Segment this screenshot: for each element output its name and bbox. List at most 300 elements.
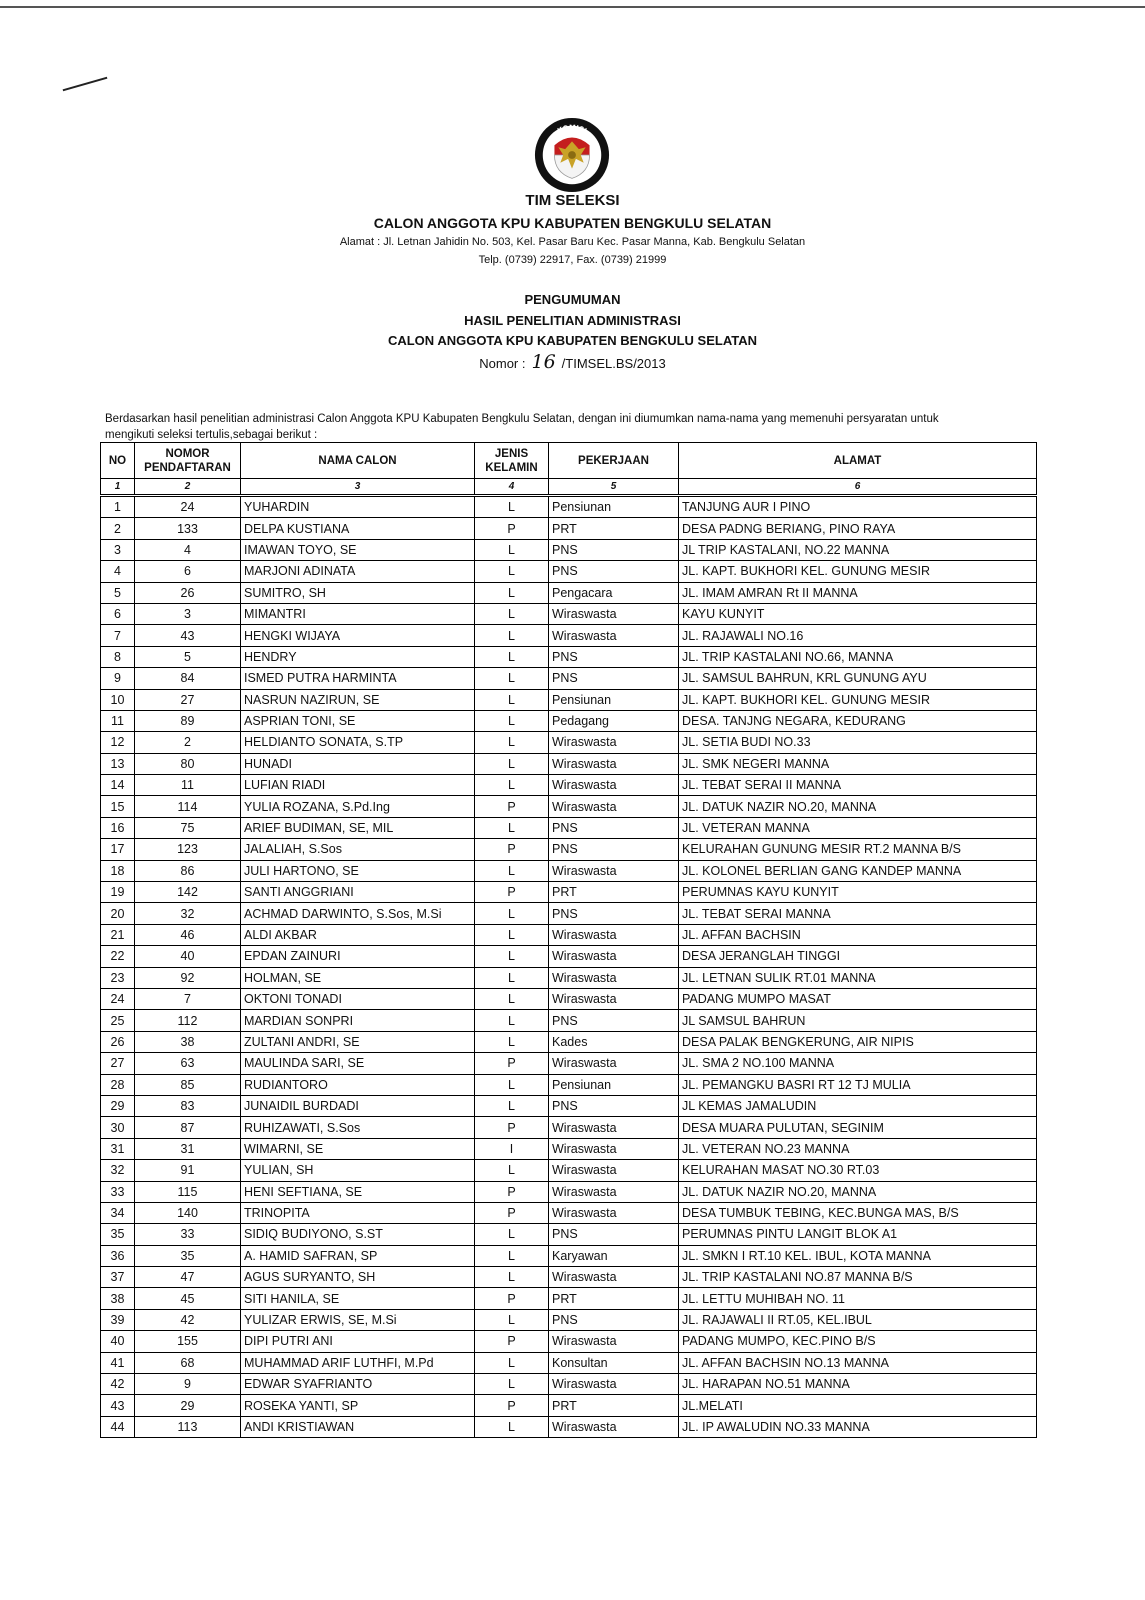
cell-no: 6 — [101, 603, 135, 624]
cell-address: JL. HARAPAN NO.51 MANNA — [679, 1374, 1037, 1395]
cell-address: JL. AFFAN BACHSIN — [679, 924, 1037, 945]
cell-no: 27 — [101, 1053, 135, 1074]
svg-text:PEMILIHAN UMUM: PEMILIHAN UMUM — [545, 165, 599, 185]
cell-name: ASPRIAN TONI, SE — [241, 710, 475, 731]
cell-occupation: Wiraswasta — [549, 946, 679, 967]
table-row — [101, 817, 1037, 838]
cell-occupation: Wiraswasta — [549, 1053, 679, 1074]
cell-no: 39 — [101, 1309, 135, 1330]
number-handwritten: 16 — [531, 351, 556, 373]
table-row — [101, 1352, 1037, 1373]
cell-occupation: PNS — [549, 561, 679, 582]
cell-registration-number: 43 — [135, 625, 241, 646]
cell-occupation: Wiraswasta — [549, 967, 679, 988]
cell-registration-number: 46 — [135, 924, 241, 945]
table-row — [101, 732, 1037, 753]
cell-registration-number: 29 — [135, 1395, 241, 1416]
table-row — [101, 1010, 1037, 1031]
cell-occupation: Karyawan — [549, 1245, 679, 1266]
cell-no: 16 — [101, 817, 135, 838]
cell-registration-number: 6 — [135, 561, 241, 582]
cell-name: OKTONI TONADI — [241, 988, 475, 1009]
cell-occupation: PNS — [549, 668, 679, 689]
cell-registration-number: 45 — [135, 1288, 241, 1309]
cell-registration-number: 83 — [135, 1095, 241, 1116]
scan-top-edge — [0, 6, 1145, 8]
cell-address: JL. VETERAN NO.23 MANNA — [679, 1138, 1037, 1159]
cell-address: JL. LETTU MUHIBAH NO. 11 — [679, 1288, 1037, 1309]
cell-sex: P — [475, 1181, 549, 1202]
cell-name: SIDIQ BUDIYONO, S.ST — [241, 1224, 475, 1245]
cell-name: MUHAMMAD ARIF LUTHFI, M.Pd — [241, 1352, 475, 1373]
cell-occupation: PNS — [549, 1010, 679, 1031]
cell-occupation: Pedagang — [549, 710, 679, 731]
announcement-subtitle-1: HASIL PENELITIAN ADMINISTRASI — [464, 313, 681, 328]
cell-address: KELURAHAN MASAT NO.30 RT.03 — [679, 1160, 1037, 1181]
cell-sex: P — [475, 839, 549, 860]
header-name: NAMA CALON — [241, 443, 475, 479]
cell-sex: L — [475, 817, 549, 838]
cell-registration-number: 115 — [135, 1181, 241, 1202]
cell-no: 43 — [101, 1395, 135, 1416]
cell-address: DESA TUMBUK TEBING, KEC.BUNGA MAS, B/S — [679, 1202, 1037, 1223]
header-sex: JENIS KELAMIN — [475, 443, 549, 479]
cell-no: 9 — [101, 668, 135, 689]
cell-no: 2 — [101, 518, 135, 539]
cell-no: 24 — [101, 988, 135, 1009]
cell-sex: L — [475, 668, 549, 689]
cell-sex: L — [475, 753, 549, 774]
cell-registration-number: 40 — [135, 946, 241, 967]
cell-no: 21 — [101, 924, 135, 945]
cell-no: 42 — [101, 1374, 135, 1395]
cell-name: LUFIAN RIADI — [241, 775, 475, 796]
cell-sex: P — [475, 1202, 549, 1223]
cell-name: SUMITRO, SH — [241, 582, 475, 603]
cell-registration-number: 112 — [135, 1010, 241, 1031]
cell-occupation: PNS — [549, 646, 679, 667]
cell-name: AGUS SURYANTO, SH — [241, 1267, 475, 1288]
cell-registration-number: 38 — [135, 1031, 241, 1052]
cell-registration-number: 113 — [135, 1416, 241, 1437]
cell-no: 3 — [101, 539, 135, 560]
table-row — [101, 967, 1037, 988]
pen-mark — [63, 77, 108, 92]
cell-occupation: Wiraswasta — [549, 603, 679, 624]
cell-name: JUNAIDIL BURDADI — [241, 1095, 475, 1116]
cell-no: 32 — [101, 1160, 135, 1181]
cell-name: IMAWAN TOYO, SE — [241, 539, 475, 560]
cell-registration-number: 3 — [135, 603, 241, 624]
cell-occupation: Wiraswasta — [549, 1374, 679, 1395]
cell-sex: L — [475, 732, 549, 753]
table-row — [101, 1224, 1037, 1245]
cell-no: 30 — [101, 1117, 135, 1138]
cell-registration-number: 31 — [135, 1138, 241, 1159]
cell-occupation: Wiraswasta — [549, 1138, 679, 1159]
cell-address: JL. PEMANGKU BASRI RT 12 TJ MULIA — [679, 1074, 1037, 1095]
kpu-logo-icon — [533, 116, 611, 194]
cell-no: 18 — [101, 860, 135, 881]
cell-occupation: PNS — [549, 1095, 679, 1116]
table-row — [101, 1181, 1037, 1202]
table-row — [101, 1245, 1037, 1266]
cell-address: PERUMNAS KAYU KUNYIT — [679, 882, 1037, 903]
cell-no: 23 — [101, 967, 135, 988]
cell-occupation: PNS — [549, 539, 679, 560]
cell-address: KAYU KUNYIT — [679, 603, 1037, 624]
cell-address: KELURAHAN GUNUNG MESIR RT.2 MANNA B/S — [679, 839, 1037, 860]
cell-address: JL. KAPT. BUKHORI KEL. GUNUNG MESIR — [679, 561, 1037, 582]
cell-address: JL. TEBAT SERAI II MANNA — [679, 775, 1037, 796]
header-address: Alamat : Jl. Letnan Jahidin No. 503, Kel. Pasar Baru Kec. Pasar Manna, Kab. Bengkulu Selatan — [339, 236, 806, 248]
table-index-row — [101, 479, 1037, 496]
cell-name: HENGKI WIJAYA — [241, 625, 475, 646]
cell-address: PADANG MUMPO, KEC.PINO B/S — [679, 1331, 1037, 1352]
cell-address: JL. KAPT. BUKHORI KEL. GUNUNG MESIR — [679, 689, 1037, 710]
cell-occupation: Wiraswasta — [549, 1267, 679, 1288]
cell-registration-number: 47 — [135, 1267, 241, 1288]
table-row — [101, 518, 1037, 539]
cell-occupation: Wiraswasta — [549, 1202, 679, 1223]
cell-sex: P — [475, 1053, 549, 1074]
cell-no: 8 — [101, 646, 135, 667]
cell-occupation: Wiraswasta — [549, 1117, 679, 1138]
cell-address: JL. SMA 2 NO.100 MANNA — [679, 1053, 1037, 1074]
cell-address: DESA JERANGLAH TINGGI — [679, 946, 1037, 967]
cell-no: 38 — [101, 1288, 135, 1309]
header-no: NO — [101, 443, 135, 479]
cell-address: JL. TRIP KASTALANI NO.87 MANNA B/S — [679, 1267, 1037, 1288]
cell-occupation: Wiraswasta — [549, 1181, 679, 1202]
cell-sex: L — [475, 646, 549, 667]
cell-sex: P — [475, 1288, 549, 1309]
cell-address: JL KEMAS JAMALUDIN — [679, 1095, 1037, 1116]
index-cell: 6 — [679, 479, 1037, 496]
cell-address: JL. VETERAN MANNA — [679, 817, 1037, 838]
cell-registration-number: 140 — [135, 1202, 241, 1223]
cell-occupation: Wiraswasta — [549, 1331, 679, 1352]
cell-no: 28 — [101, 1074, 135, 1095]
cell-sex: L — [475, 1267, 549, 1288]
candidate-table — [100, 442, 1037, 1438]
cell-occupation: Wiraswasta — [549, 796, 679, 817]
cell-occupation: Pensiunan — [549, 496, 679, 518]
cell-name: HELDIANTO SONATA, S.TP — [241, 732, 475, 753]
table-row — [101, 839, 1037, 860]
cell-no: 35 — [101, 1224, 135, 1245]
table-row — [101, 1309, 1037, 1330]
cell-sex: L — [475, 946, 549, 967]
cell-occupation: Wiraswasta — [549, 732, 679, 753]
cell-registration-number: 114 — [135, 796, 241, 817]
cell-occupation: Wiraswasta — [549, 753, 679, 774]
cell-address: JL. SAMSUL BAHRUN, KRL GUNUNG AYU — [679, 668, 1037, 689]
cell-registration-number: 35 — [135, 1245, 241, 1266]
cell-name: JULI HARTONO, SE — [241, 860, 475, 881]
cell-name: YULIZAR ERWIS, SE, M.Si — [241, 1309, 475, 1330]
header-title: TIM SELEKSI — [525, 192, 620, 209]
cell-sex: L — [475, 1374, 549, 1395]
cell-no: 13 — [101, 753, 135, 774]
cell-address: JL. DATUK NAZIR NO.20, MANNA — [679, 796, 1037, 817]
table-row — [101, 1138, 1037, 1159]
cell-registration-number: 85 — [135, 1074, 241, 1095]
cell-name: NASRUN NAZIRUN, SE — [241, 689, 475, 710]
table-row — [101, 582, 1037, 603]
cell-name: YUHARDIN — [241, 496, 475, 518]
cell-address: JL. TRIP KASTALANI NO.66, MANNA — [679, 646, 1037, 667]
table-row — [101, 603, 1037, 624]
cell-sex: L — [475, 903, 549, 924]
cell-registration-number: 32 — [135, 903, 241, 924]
cell-address: JL. RAJAWALI II RT.05, KEL.IBUL — [679, 1309, 1037, 1330]
cell-no: 34 — [101, 1202, 135, 1223]
cell-address: JL. DATUK NAZIR NO.20, MANNA — [679, 1181, 1037, 1202]
cell-address: JL. SETIA BUDI NO.33 — [679, 732, 1037, 753]
cell-sex: L — [475, 603, 549, 624]
cell-sex: L — [475, 561, 549, 582]
cell-registration-number: 75 — [135, 817, 241, 838]
index-cell: 1 — [101, 479, 135, 496]
header-address: ALAMAT — [679, 443, 1037, 479]
cell-sex: P — [475, 1117, 549, 1138]
index-cell: 3 — [241, 479, 475, 496]
table-row — [101, 946, 1037, 967]
cell-sex: L — [475, 1160, 549, 1181]
table-row — [101, 1117, 1037, 1138]
cell-address: JL.MELATI — [679, 1395, 1037, 1416]
cell-occupation: Wiraswasta — [549, 1160, 679, 1181]
table-row — [101, 1160, 1037, 1181]
cell-name: YULIAN, SH — [241, 1160, 475, 1181]
cell-registration-number: 84 — [135, 668, 241, 689]
cell-sex: L — [475, 1074, 549, 1095]
table-row — [101, 924, 1037, 945]
cell-address: DESA. TANJNG NEGARA, KEDURANG — [679, 710, 1037, 731]
cell-sex: L — [475, 582, 549, 603]
cell-registration-number: 155 — [135, 1331, 241, 1352]
cell-sex: L — [475, 539, 549, 560]
cell-no: 19 — [101, 882, 135, 903]
cell-no: 37 — [101, 1267, 135, 1288]
cell-no: 33 — [101, 1181, 135, 1202]
cell-occupation: Wiraswasta — [549, 860, 679, 881]
cell-no: 25 — [101, 1010, 135, 1031]
cell-occupation: Wiraswasta — [549, 775, 679, 796]
cell-no: 36 — [101, 1245, 135, 1266]
cell-address: JL. IMAM AMRAN Rt II MANNA — [679, 582, 1037, 603]
table-row — [101, 1053, 1037, 1074]
cell-registration-number: 27 — [135, 689, 241, 710]
cell-sex: L — [475, 1095, 549, 1116]
cell-name: SANTI ANGGRIANI — [241, 882, 475, 903]
cell-no: 11 — [101, 710, 135, 731]
cell-name: ROSEKA YANTI, SP — [241, 1395, 475, 1416]
cell-occupation: Wiraswasta — [549, 988, 679, 1009]
cell-registration-number: 92 — [135, 967, 241, 988]
table-row — [101, 988, 1037, 1009]
cell-no: 40 — [101, 1331, 135, 1352]
cell-name: WIMARNI, SE — [241, 1138, 475, 1159]
table-row — [101, 539, 1037, 560]
table-row — [101, 775, 1037, 796]
cell-registration-number: 24 — [135, 496, 241, 518]
cell-sex: L — [475, 1309, 549, 1330]
cell-sex: I — [475, 1138, 549, 1159]
cell-no: 29 — [101, 1095, 135, 1116]
cell-name: ACHMAD DARWINTO, S.Sos, M.Si — [241, 903, 475, 924]
cell-no: 12 — [101, 732, 135, 753]
cell-address: PERUMNAS PINTU LANGIT BLOK A1 — [679, 1224, 1037, 1245]
cell-sex: L — [475, 710, 549, 731]
table-row — [101, 625, 1037, 646]
cell-name: HENI SEFTIANA, SE — [241, 1181, 475, 1202]
cell-address: JL. LETNAN SULIK RT.01 MANNA — [679, 967, 1037, 988]
table-row — [101, 668, 1037, 689]
cell-occupation: PNS — [549, 839, 679, 860]
cell-sex: P — [475, 1331, 549, 1352]
cell-occupation: PRT — [549, 882, 679, 903]
cell-occupation: Konsultan — [549, 1352, 679, 1373]
table-row — [101, 710, 1037, 731]
cell-name: DIPI PUTRI ANI — [241, 1331, 475, 1352]
cell-sex: L — [475, 924, 549, 945]
cell-sex: P — [475, 882, 549, 903]
cell-occupation: Wiraswasta — [549, 924, 679, 945]
cell-name: JALALIAH, S.Sos — [241, 839, 475, 860]
cell-address: JL SAMSUL BAHRUN — [679, 1010, 1037, 1031]
cell-name: ALDI AKBAR — [241, 924, 475, 945]
cell-address: PADANG MUMPO MASAT — [679, 988, 1037, 1009]
cell-name: MAULINDA SARI, SE — [241, 1053, 475, 1074]
cell-no: 41 — [101, 1352, 135, 1373]
table-row — [101, 1374, 1037, 1395]
cell-no: 10 — [101, 689, 135, 710]
cell-address: TANJUNG AUR I PINO — [679, 496, 1037, 518]
cell-no: 17 — [101, 839, 135, 860]
cell-address: JL. RAJAWALI NO.16 — [679, 625, 1037, 646]
number-label: Nomor : — [479, 356, 526, 371]
header-registration-number: NOMOR PENDAFTARAN — [135, 443, 241, 479]
header-subtitle: CALON ANGGOTA KPU KABUPATEN BENGKULU SELATAN — [373, 215, 772, 231]
table-row — [101, 1395, 1037, 1416]
cell-sex: L — [475, 1224, 549, 1245]
cell-occupation: PNS — [549, 817, 679, 838]
cell-name: RUHIZAWATI, S.Sos — [241, 1117, 475, 1138]
index-cell: 5 — [549, 479, 679, 496]
cell-name: EDWAR SYAFRIANTO — [241, 1374, 475, 1395]
table-row — [101, 1331, 1037, 1352]
cell-sex: L — [475, 1010, 549, 1031]
cell-no: 1 — [101, 496, 135, 518]
cell-no: 26 — [101, 1031, 135, 1052]
cell-name: ISMED PUTRA HARMINTA — [241, 668, 475, 689]
cell-no: 15 — [101, 796, 135, 817]
cell-sex: P — [475, 518, 549, 539]
cell-name: ANDI KRISTIAWAN — [241, 1416, 475, 1437]
cell-registration-number: 133 — [135, 518, 241, 539]
cell-name: YULIA ROZANA, S.Pd.Ing — [241, 796, 475, 817]
cell-name: A. HAMID SAFRAN, SP — [241, 1245, 475, 1266]
cell-occupation: PRT — [549, 1395, 679, 1416]
cell-registration-number: 89 — [135, 710, 241, 731]
cell-registration-number: 80 — [135, 753, 241, 774]
cell-sex: L — [475, 1416, 549, 1437]
table-row — [101, 689, 1037, 710]
cell-sex: L — [475, 967, 549, 988]
announcement-subtitle-2: CALON ANGGOTA KPU KABUPATEN BENGKULU SELATAN — [387, 333, 758, 348]
table-row — [101, 753, 1037, 774]
cell-occupation: Kades — [549, 1031, 679, 1052]
cell-name: HUNADI — [241, 753, 475, 774]
cell-registration-number: 68 — [135, 1352, 241, 1373]
cell-no: 20 — [101, 903, 135, 924]
cell-occupation: Pengacara — [549, 582, 679, 603]
index-cell: 2 — [135, 479, 241, 496]
cell-name: ARIEF BUDIMAN, SE, MIL — [241, 817, 475, 838]
cell-address: DESA PALAK BENGKERUNG, AIR NIPIS — [679, 1031, 1037, 1052]
cell-occupation: PRT — [549, 518, 679, 539]
cell-occupation: PNS — [549, 1224, 679, 1245]
cell-no: 14 — [101, 775, 135, 796]
cell-occupation: PRT — [549, 1288, 679, 1309]
cell-address: JL. AFFAN BACHSIN NO.13 MANNA — [679, 1352, 1037, 1373]
cell-no: 7 — [101, 625, 135, 646]
table-row — [101, 1031, 1037, 1052]
svg-text:KOMISI: KOMISI — [556, 123, 589, 136]
announcement-number — [0, 351, 1145, 373]
cell-name: SITI HANILA, SE — [241, 1288, 475, 1309]
cell-sex: L — [475, 689, 549, 710]
table-row — [101, 1095, 1037, 1116]
cell-name: MIMANTRI — [241, 603, 475, 624]
cell-name: EPDAN ZAINURI — [241, 946, 475, 967]
table-row — [101, 903, 1037, 924]
cell-registration-number: 2 — [135, 732, 241, 753]
cell-sex: L — [475, 1031, 549, 1052]
cell-address: DESA MUARA PULUTAN, SEGINIM — [679, 1117, 1037, 1138]
cell-name: HOLMAN, SE — [241, 967, 475, 988]
cell-no: 4 — [101, 561, 135, 582]
cell-sex: L — [475, 775, 549, 796]
table-row — [101, 1416, 1037, 1437]
cell-address: JL. KOLONEL BERLIAN GANG KANDEP MANNA — [679, 860, 1037, 881]
cell-registration-number: 87 — [135, 1117, 241, 1138]
cell-occupation: Pensiunan — [549, 1074, 679, 1095]
cell-sex: L — [475, 860, 549, 881]
cell-address: DESA PADNG BERIANG, PINO RAYA — [679, 518, 1037, 539]
announcement-title: PENGUMUMAN — [524, 292, 621, 307]
table-row — [101, 860, 1037, 881]
cell-sex: P — [475, 1395, 549, 1416]
cell-registration-number: 26 — [135, 582, 241, 603]
cell-no: 22 — [101, 946, 135, 967]
cell-no: 44 — [101, 1416, 135, 1437]
cell-no: 5 — [101, 582, 135, 603]
number-suffix: /TIMSEL.BS/2013 — [561, 356, 666, 371]
cell-occupation: Wiraswasta — [549, 1416, 679, 1437]
table-row — [101, 1074, 1037, 1095]
table-row — [101, 796, 1037, 817]
cell-name: HENDRY — [241, 646, 475, 667]
cell-address: JL TRIP KASTALANI, NO.22 MANNA — [679, 539, 1037, 560]
cell-sex: L — [475, 1352, 549, 1373]
table-row — [101, 1288, 1037, 1309]
cell-address: JL. IP AWALUDIN NO.33 MANNA — [679, 1416, 1037, 1437]
cell-sex: L — [475, 1245, 549, 1266]
cell-registration-number: 4 — [135, 539, 241, 560]
